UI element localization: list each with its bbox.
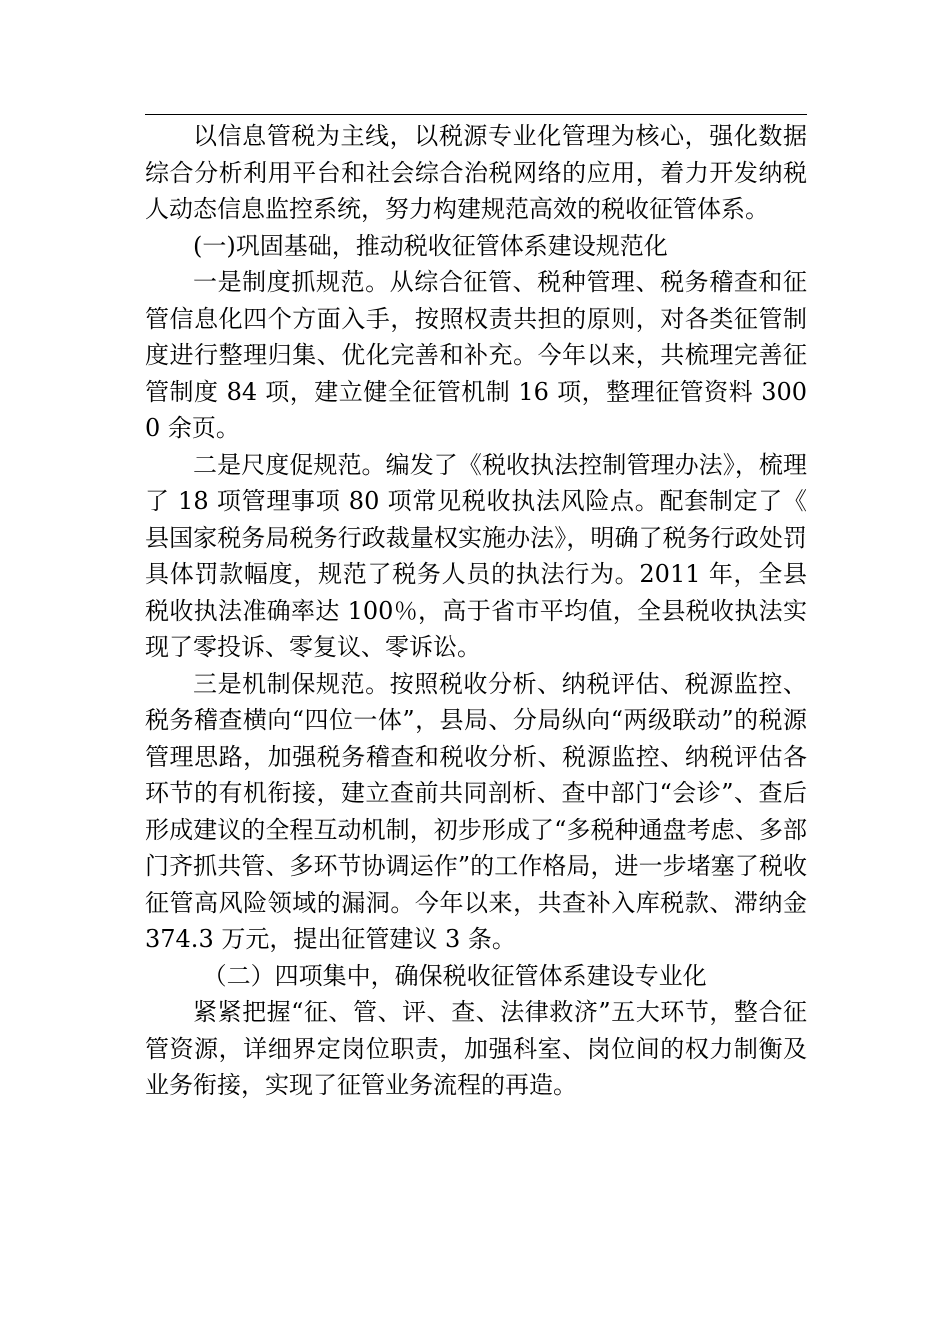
paragraph-mechanism-standard: 三是机制保规范。按照税收分析、纳税评估、税源监控、税务稽查横向“四位一体”，县局、分局纵向“两级联动”的税源管理思路，加强税务稽查和税收分析、税源监控、纳税评估各环节的有机衔接，建立查前共同剖析、查中部门“会诊”、查后形成建议的全程互动机制，初步形成了“多税种通盘考虑、多部门齐抓共管、多环节协调运作”的工作格局，进一步堵塞了税收征管高风险领域的漏洞。今年以来，共查补入库税款、滞纳金 374.3 万元，提出征管建议 3 条。 [145,669,807,953]
section-heading-1: (一)巩固基础，推动税收征管体系建设规范化 [193,231,668,260]
header-rule [145,114,807,115]
document-body [145,118,807,1104]
paragraph-system-standard: 一是制度抓规范。从综合征管、税种管理、税务稽查和征管信息化四个方面入手，按照权责共担的原则，对各类征管制度进行整理归集、优化完善和补充。今年以来，共梳理完善征管制度 84 项，建立健全征管机制 16 项，整理征管资料 3000 余页。 [145,268,807,442]
section-heading-2: （二）四项集中，确保税收征管体系建设专业化 [202,961,707,990]
intro-paragraph: 以信息管税为主线，以税源专业化管理为核心，强化数据综合分析利用平台和社会综合治税网络的应用，着力开发纳税人动态信息监控系统，努力构建规范高效的税收征管体系。 [145,122,807,223]
paragraph-scale-standard: 二是尺度促规范。编发了《税收执法控制管理办法》，梳理了 18 项管理事项 80 项常见税收执法风险点。配套制定了《 县国家税务局税务行政裁量权实施办法》，明确了税务行政处罚具体罚款幅度，规范了税务人员的执法行为。2011 年，全县税收执法准确率达 100％，高于省市平均值，全县税收执法实现了零投诉、零复议、零诉讼。 [145,450,807,661]
paragraph-process-reengineering: 紧紧把握“征、管、评、查、法律救济”五大环节，整合征管资源，详细界定岗位职责，加强科室、岗位间的权力制衡及业务衔接，实现了征管业务流程的再造。 [145,998,807,1099]
